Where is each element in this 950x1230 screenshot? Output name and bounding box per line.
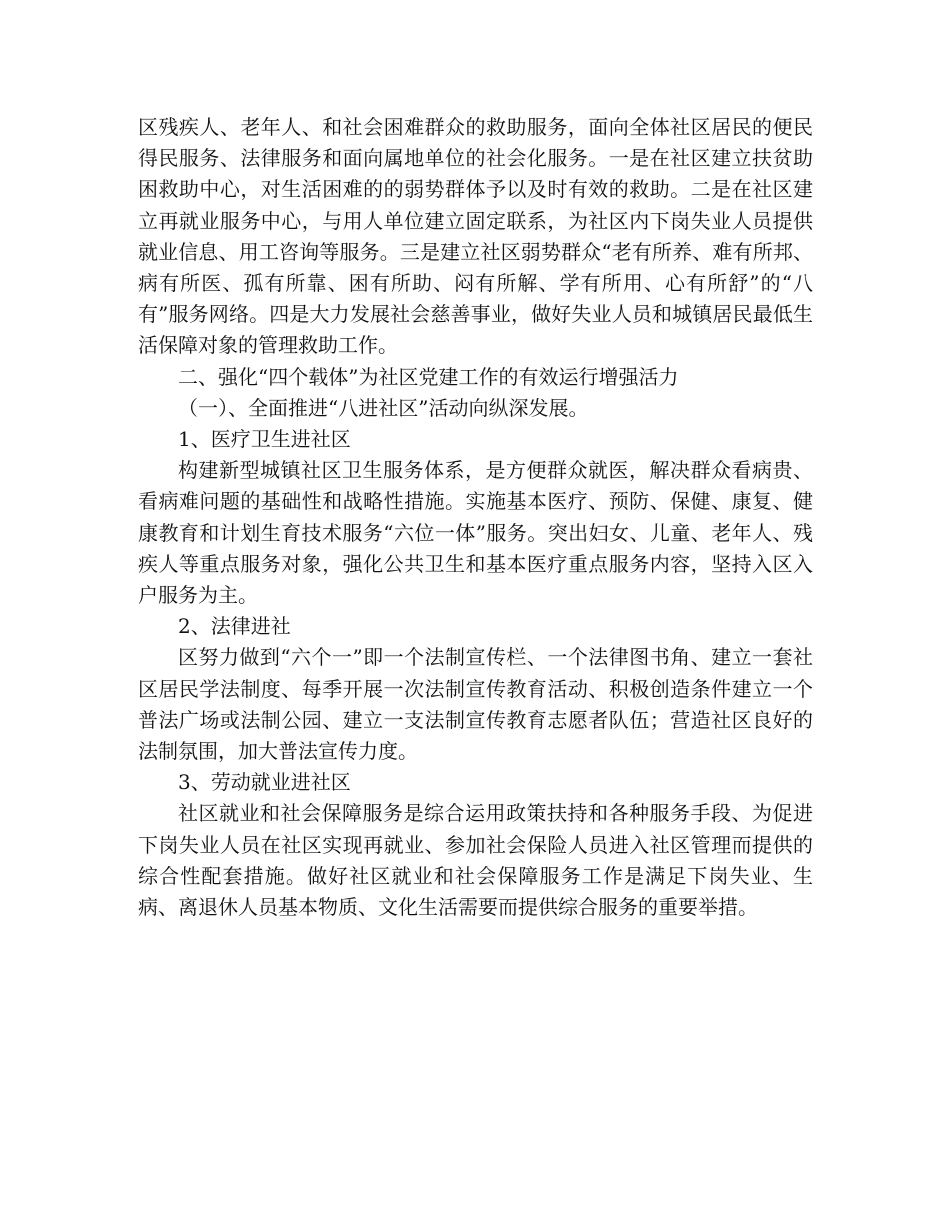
section-heading-four-carriers: 二、强化“四个载体”为社区党建工作的有效运行增强活力 [178,364,679,389]
document-page [138,112,813,923]
paragraph-medical-health: 构建新型城镇社区卫生服务体系，是方便群众就医，解决群众看病贵、看病难问题的基础性和战略性措施。实施基本医疗、预防、保健、康复、健康教育和计划生育技术服务“六位一体”服务。突出妇女、儿童、老年人、残疾人等重点服务对象，强化公共卫生和基本医疗重点服务内容，坚持入区入户服务为主。 [138,458,813,608]
item-heading-law: 2、法律进社 [178,614,291,639]
paragraph-employment: 社区就业和社会保障服务是综合运用政策扶持和各种服务手段、为促进下岗失业人员在社区实现再就业、参加社会保险人员进入社区管理而提供的综合性配套措施。做好社区就业和社会保障服务工作是满足下岗失业、生病、离退休人员基本物质、文化生活需要而提供综合服务的重要举措。 [138,801,813,920]
paragraph-law: 区努力做到“六个一”即一个法制宣传栏、一个法律图书角、建立一套社区居民学法制度、每季开展一次法制宣传教育活动、积极创造条件建立一个普法广场或法制公园、建立一支法制宣传教育志愿者队伍；营造社区良好的法制氛围，加大普法宣传力度。 [138,645,813,764]
item-heading-employment: 3、劳动就业进社区 [178,770,351,795]
subsection-heading-eight-into-community: （一）、全面推进“八进社区”活动向纵深发展。 [178,395,589,420]
item-heading-medical-health: 1、医疗卫生进社区 [178,427,351,452]
paragraph-welfare-services: 区残疾人、老年人、和社会困难群众的救助服务，面向全体社区居民的便民得民服务、法律服务和面向属地单位的社会化服务。一是在社区建立扶贫助困救助中心，对生活困难的的弱势群体予以及时有效的救助。二是在社区建立再就业服务中心，与用人单位建立固定联系，为社区内下岗失业人员提供就业信息、用工咨询等服务。三是建立社区弱势群众“老有所养、难有所邦、病有所医、孤有所靠、困有所助、闷有所解、学有所用、心有所舒”的“八有”服务网络。四是大力发展社会慈善事业，做好失业人员和城镇居民最低生活保障对象的管理救助工作。 [138,115,813,358]
